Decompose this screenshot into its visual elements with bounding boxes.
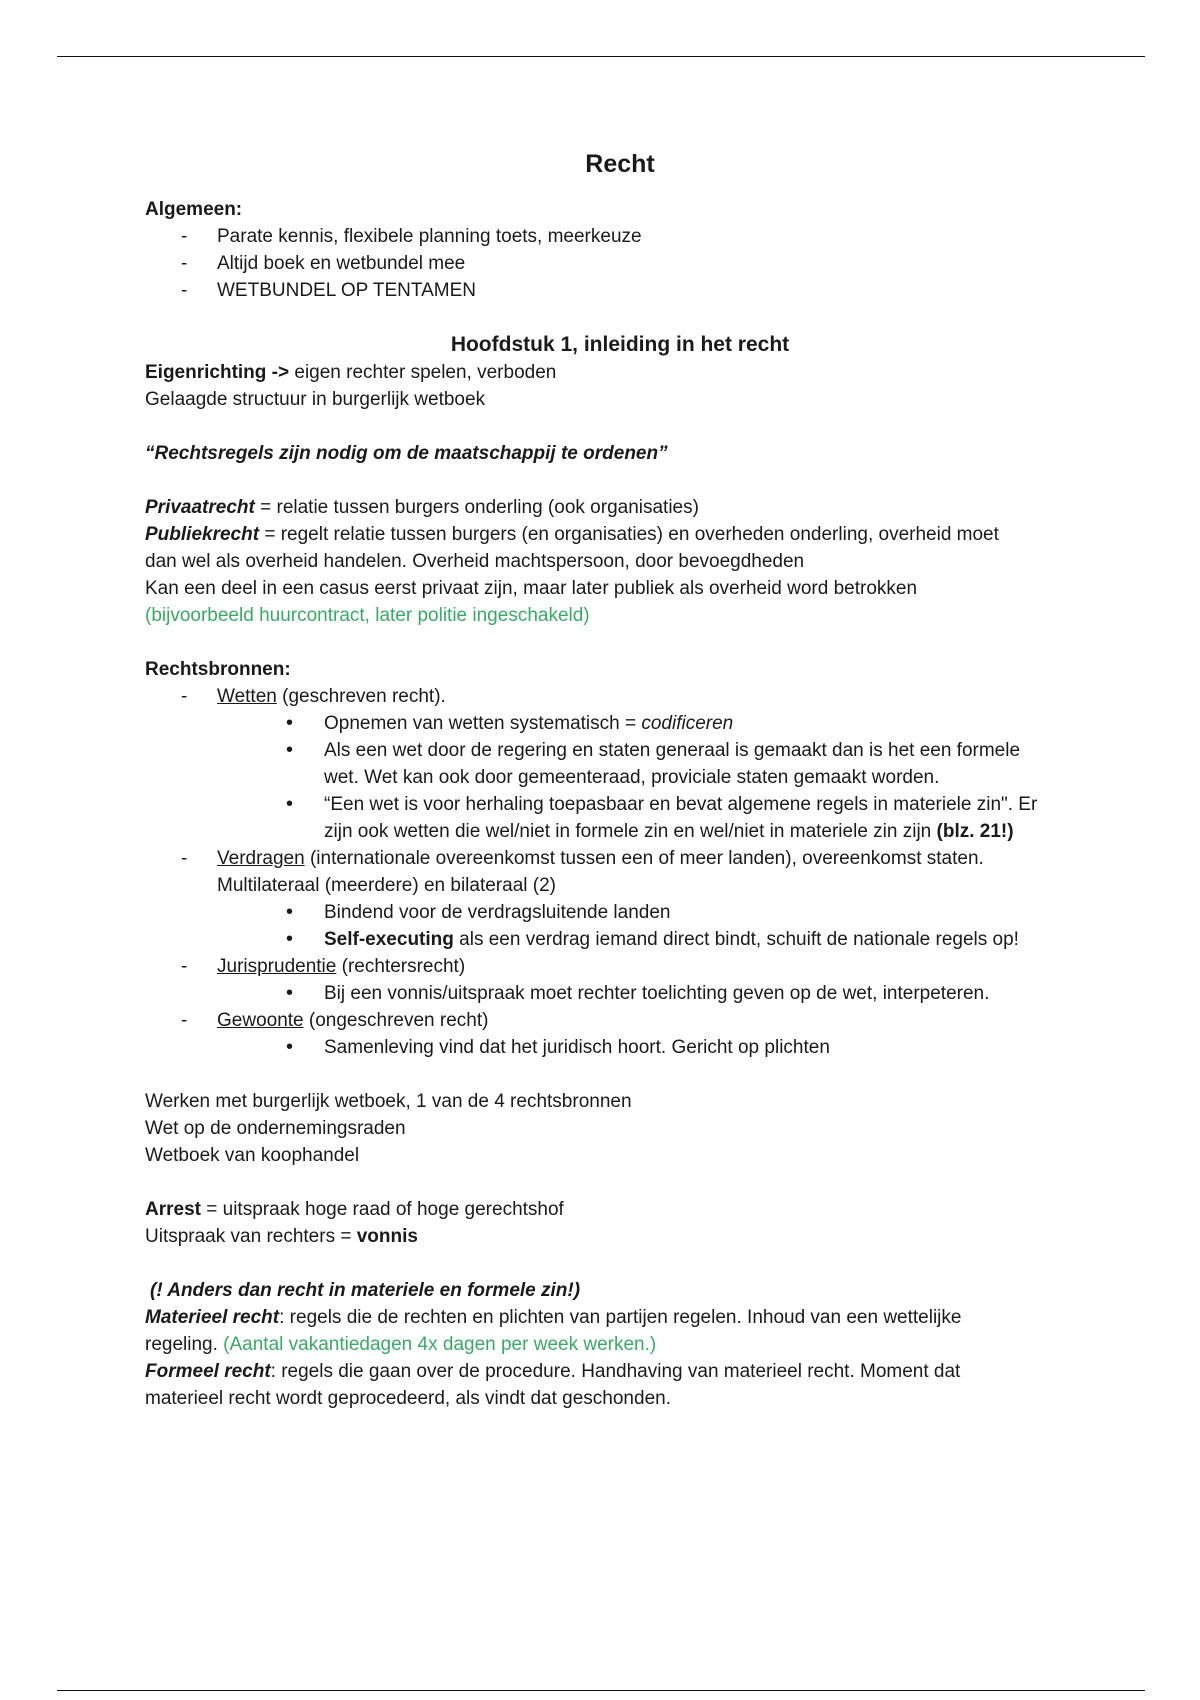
list-item-gewoonte: - Gewoonte (ongeschreven recht) [145,1007,1095,1034]
term: Gewoonte [217,1010,304,1031]
bullet-item: • Bij een vonnis/uitspraak moet rechter toelichting geven op de wet, interpeteren. [145,980,1095,1007]
gelaagde-line: Gelaagde structuur in burgerlijk wetboek [145,389,486,410]
document-body [145,144,1095,1412]
privaat-line: Privaatrecht = relatie tussen burgers onderling (ook organisaties) [145,497,699,518]
wetboek-line: Wet op de ondernemingsraden [145,1118,406,1139]
term: Arrest [145,1199,201,1220]
footer-rule [57,1690,1145,1691]
vonnis-line: Uitspraak van rechters = vonnis [145,1226,418,1247]
bullet-item: • Bindend voor de verdragsluitende landen [145,899,1095,926]
list-continuation: Multilateraal (meerdere) en bilateraal (2) [217,875,556,896]
materieel-line-2: regeling. (Aantal vakantiedagen 4x dagen per week werken.) [145,1334,657,1355]
publiek-line: Publiekrecht = regelt relatie tussen burgers (en organisaties) en overheden onderling, overheid moet [145,524,999,545]
rechtsbronnen-heading: Rechtsbronnen: [145,659,291,680]
list-item-verdragen: - Verdragen (internationale overeenkomst tussen een of meer landen), overeenkomst staten. [145,845,1095,872]
term: Publiekrecht [145,524,260,545]
list-item: - Altijd boek en wetbundel mee [145,250,1095,277]
bullet-continuation: zijn ook wetten die wel/niet in formele zin en wel/niet in materiele zin zijn (blz. 21!) [324,821,1014,842]
term: Jurisprudentie [217,956,337,977]
wetboek-line: Werken met burgerlijk wetboek, 1 van de 4 rechtsbronnen [145,1091,632,1112]
page-title: Recht [585,150,655,178]
bullet-item: • Self-executing als een verdrag iemand direct bindt, schuift de nationale regels op! [145,926,1095,953]
term: Verdragen [217,848,305,869]
bullet-item: • Samenleving vind dat het juridisch hoort. Gericht op plichten [145,1034,1095,1061]
note-line: (! Anders dan recht in materiele en formele zin!) [150,1280,581,1301]
quote: “Rechtsregels zijn nodig om de maatschappij te ordenen” [145,443,668,464]
term: Eigenrichting -> [145,362,290,383]
term: Materieel recht [145,1307,280,1328]
bullet-continuation: wet. Wet kan ook door gemeenteraad, proviciale staten gemaakt worden. [324,767,940,788]
chapter-heading: Hoofdstuk 1, inleiding in het recht [450,333,790,356]
bullet-item: • Als een wet door de regering en staten generaal is gemaakt dan is het een formele [145,737,1095,764]
list-item: - WETBUNDEL OP TENTAMEN [145,277,1095,304]
formeel-line: Formeel recht: regels die gaan over de procedure. Handhaving van materieel recht. Moment dat [145,1361,961,1382]
wetboek-line: Wetboek van koophandel [145,1145,360,1166]
term: Privaatrecht [145,497,255,518]
bullet-item: • Opnemen van wetten systematisch = codificeren [145,710,1095,737]
arrest-line: Arrest = uitspraak hoge raad of hoge gerechtshof [145,1199,564,1220]
materieel-line: Materieel recht: regels die de rechten en plichten van partijen regelen. Inhoud van een wettelijke [145,1307,962,1328]
term: Formeel recht [145,1361,271,1382]
formeel-line-2: materieel recht wordt geprocedeerd, als vindt dat geschonden. [145,1388,671,1409]
casus-example: (bijvoorbeeld huurcontract, later politie ingeschakeld) [145,605,590,626]
casus-line: Kan een deel in een casus eerst privaat zijn, maar later publiek als overheid word betrokken [145,578,918,599]
term: Wetten [217,686,277,707]
list-item-jurisprudentie: - Jurisprudentie (rechtersrecht) [145,953,1095,980]
list-item: - Parate kennis, flexibele planning toets, meerkeuze [145,223,1095,250]
eigenrichting-line: Eigenrichting -> eigen rechter spelen, verboden [145,362,557,383]
header-rule [57,56,1145,57]
bullet-item: • “Een wet is voor herhaling toepasbaar en bevat algemene regels in materiele zin". Er [145,791,1095,818]
list-item-wetten: - Wetten (geschreven recht). [145,683,1095,710]
publiek-line-2: dan wel als overheid handelen. Overheid machtspersoon, door bevoegdheden [145,551,805,572]
algemeen-heading: Algemeen: [145,199,243,220]
